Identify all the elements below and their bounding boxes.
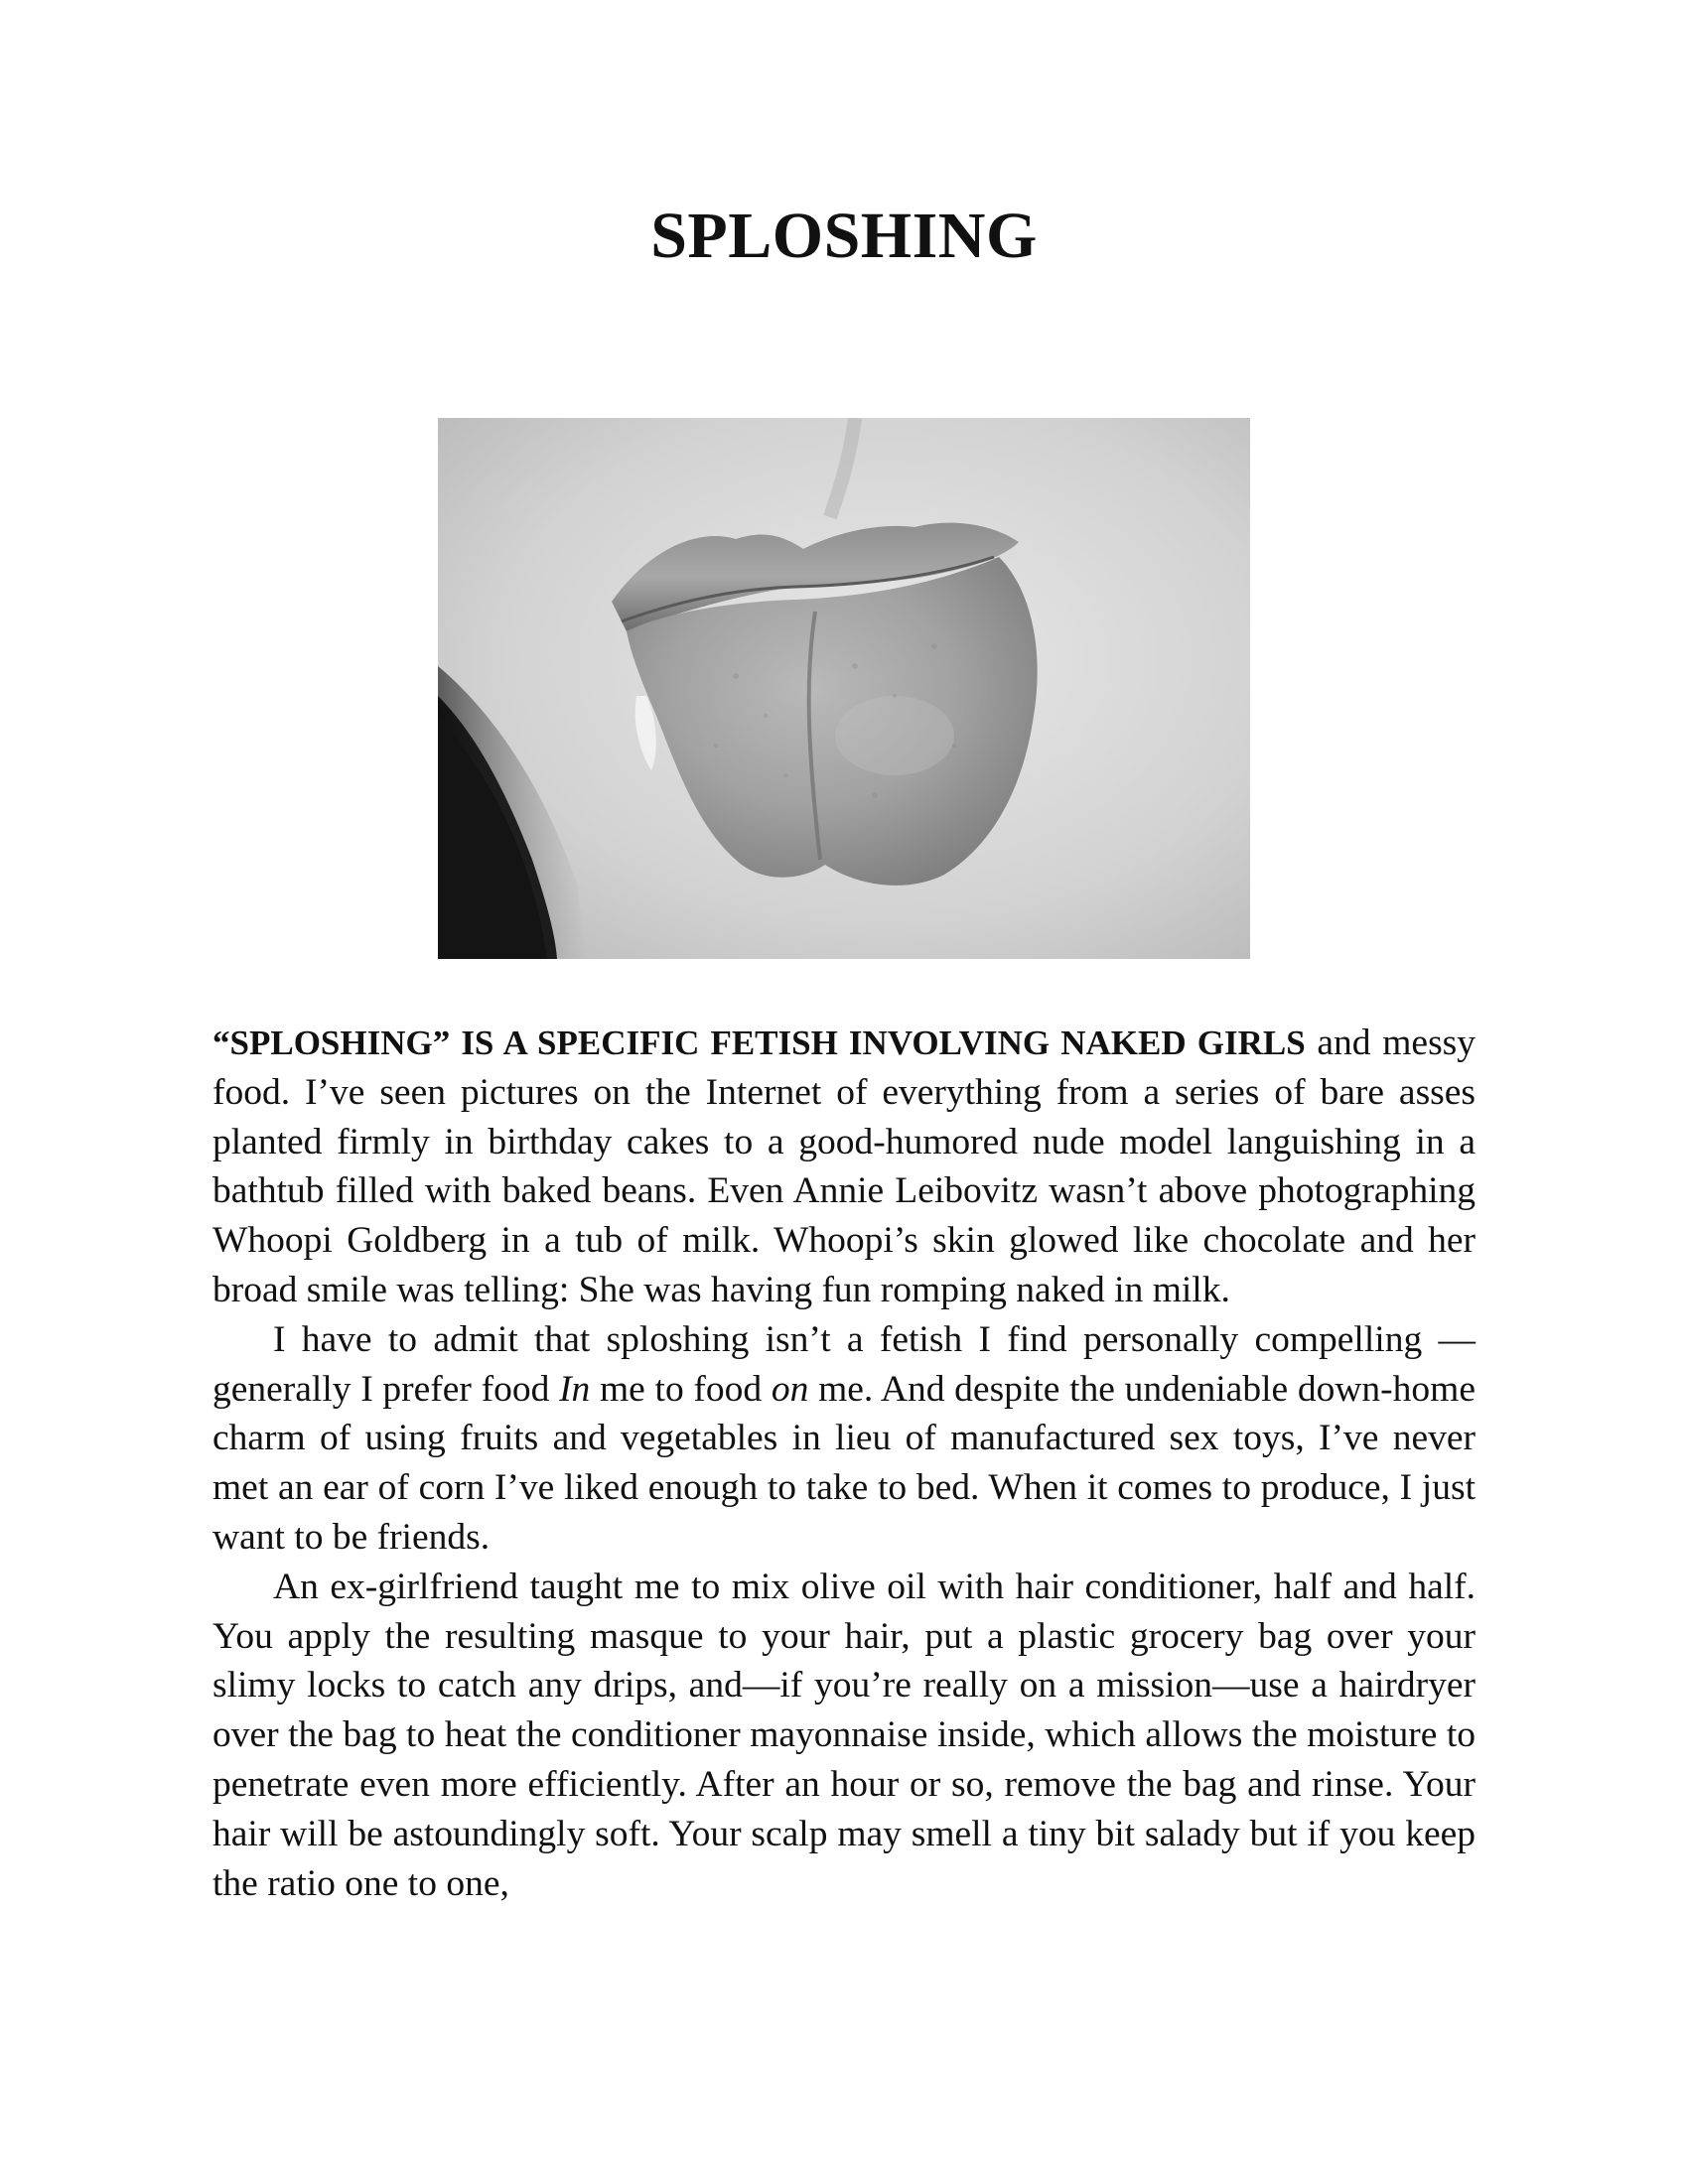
paragraph-3: An ex-girlfriend taught me to mix olive oil with hair conditioner, half and half. You apply the resulting masque to your hair, put a plastic grocery bag over your slimy locks to catch any drips, and—if you’re really on a mission—use a hairdryer over the bag to heat the conditioner mayonnaise inside, which allows the moisture to penetrate even more efficiently. After an hour or so, remove the bag and rinse. Your hair will be astoundingly soft. Your scalp may smell a tiny bit salady but if you keep the ratio one to one,	[212, 1566, 1476, 1904]
paragraph-2-emphasis-on: on	[771, 1368, 809, 1410]
paragraph-1	[212, 1019, 1476, 1315]
page-title: SPLOSHING	[650, 200, 1038, 272]
paragraph-2-emphasis-in: In	[559, 1368, 591, 1410]
tongue-photo-illustration	[438, 418, 1250, 959]
paragraph-2-text-b: me to food	[590, 1368, 772, 1410]
body-text	[212, 1019, 1476, 1908]
paragraph-1-text: and messy food. I’ve seen pictures on the Internet of everything from a series of bare asses planted firmly in birthday cakes to a good-humored nude model languishing in a bathtub filled with baked beans. Even Annie Leibovitz wasn’t above photographing Whoopi Goldberg in a tub of milk. Whoopi’s skin glowed like chocolate and her broad smile was telling: She was having fun romping naked in milk.	[212, 1023, 1477, 1310]
paragraph-2-text-a: I have to admit that sploshing isn’t a fetish I find personally compelling —generally I prefer food	[212, 1318, 1476, 1410]
paragraph-2	[212, 1315, 1476, 1563]
tongue-photo	[438, 418, 1250, 959]
paragraph-2-text-c: me. And despite the undeniable down-home charm of using fruits and vegetables in lieu of manufactured sex toys, I’ve never met an ear of corn I’ve liked enough to take to bed. When it comes to produce, I just want to be friends.	[212, 1368, 1476, 1558]
lead-in-text: “SPLOSHING” IS A SPECIFIC FETISH INVOLVING NAKED GIRLS	[212, 1024, 1306, 1062]
